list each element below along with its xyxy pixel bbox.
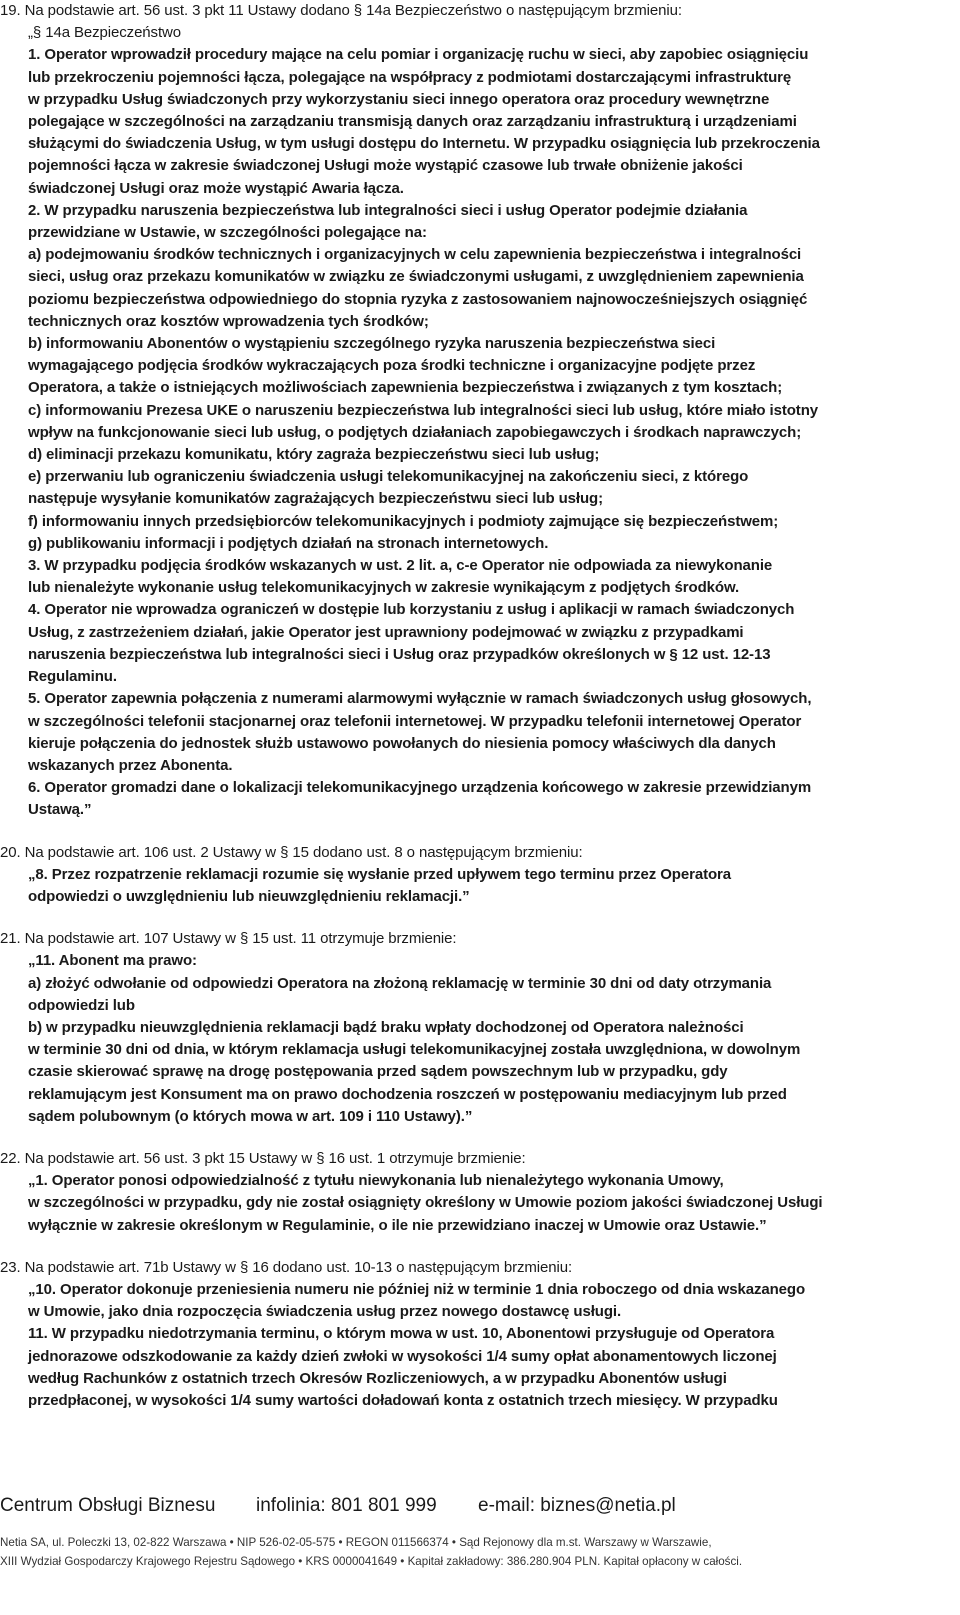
text-line: 5. Operator zapewnia połączenia z numerami alarmowymi wyłącznie w ramach świadczonych usług głosowych,: [28, 690, 812, 708]
text-line: 6. Operator gromadzi dane o lokalizacji telekomunikacyjnego urządzenia końcowego w zakresie przewidzianym: [28, 779, 812, 797]
section-heading: 19. Na podstawie art. 56 ust. 3 pkt 11 Ustawy dodano § 14a Bezpieczeństwo o następującym brzmieniu:: [0, 2, 682, 19]
text-line: pojemności łącza w zakresie świadczonej Usługi może wystąpić czasowe lub trwałe obniżenie jakości: [28, 157, 743, 175]
section-heading: 22. Na podstawie art. 56 ust. 3 pkt 15 Ustawy w § 16 ust. 1 otrzymuje brzmienie:: [0, 1149, 526, 1167]
text-line: b) w przypadku nieuwzględnienia reklamacji bądź braku wpłaty dochodzonej od Operatora należności: [28, 1018, 744, 1036]
text-line: a) złożyć odwołanie od odpowiedzi Operatora na złożoną reklamację w terminie 30 dni od daty otrzymania: [28, 974, 772, 992]
text-line: Operatora, a także o istniejących możliwościach zapewnienia bezpieczeństwa i związanych z tym kosztach;: [28, 379, 783, 397]
text-line: poziomu bezpieczeństwa odpowiedniego do stopnia ryzyka z zastosowaniem najnowocześniejszych osiągnięć: [28, 290, 808, 308]
text-line: g) publikowaniu informacji i podjętych działań na stronach internetowych.: [28, 534, 549, 552]
text-line: wpływ na funkcjonowanie sieci lub usług, o podjętych działaniach zapobiegawczych i środkach naprawczych;: [28, 423, 802, 441]
footer-legal-line: XIII Wydział Gospodarczy Krajowego Rejestru Sądowego • KRS 0000041649 • Kapitał zakładowy: 386.280.904 PLN. Kapitał opłacony w całości.: [0, 1555, 743, 1568]
text-line: wskazanych przez Abonenta.: [28, 756, 233, 774]
text-line: kieruje połączenia do jednostek służb ustawowo powołanych do niesienia pomocy właściwych dla danych: [28, 734, 776, 752]
page-footer: [0, 1493, 940, 1571]
text-line: jednorazowe odszkodowanie za każdy dzień zwłoki w wysokości 1/4 sumy opłat abonamentowych liczonej: [28, 1347, 777, 1365]
text-line: a) podejmowaniu środków technicznych i organizacyjnych w celu zapewnienia bezpieczeństwa i integralności: [28, 246, 802, 264]
text-line: Regulaminu.: [28, 668, 117, 686]
text-line: naruszenia bezpieczeństwa lub integralności sieci i Usług oraz przypadków określonych w § 12 ust. 12-13: [28, 645, 771, 663]
footer-legal-line: Netia SA, ul. Poleczki 13, 02-822 Warszawa • NIP 526-02-05-575 • REGON 011566374 • Sąd Rejonowy dla m.st. Warszawy w Warszawie,: [0, 1536, 712, 1549]
text-line: „§ 14a Bezpieczeństwo: [28, 24, 181, 42]
text-line: c) informowaniu Prezesa UKE o naruszeniu bezpieczeństwa lub integralności sieci lub usług, które miało istotny: [28, 401, 818, 419]
text-line: lub nienależyte wykonanie usług telekomunikacyjnych w zakresie wynikającym z podjętych środków.: [28, 579, 740, 597]
text-line: przewidziane w Ustawie, w szczególności polegające na:: [28, 224, 427, 242]
text-line: „11. Abonent ma prawo:: [28, 952, 197, 970]
text-line: 11. W przypadku niedotrzymania terminu, o którym mowa w ust. 10, Abonentowi przysługuje od Operatora: [28, 1325, 775, 1343]
text-line: w terminie 30 dni od dnia, w którym reklamacja usługi telekomunikacyjnej została uwzględniona, w dowolnym: [28, 1041, 801, 1059]
text-line: w Umowie, jako dnia rozpoczęcia świadczenia usług przez nowego dostawcę usługi.: [28, 1303, 622, 1321]
text-line: reklamującym jest Konsument ma on prawo dochodzenia roszczeń w postępowaniu mediacyjnym lub przed: [28, 1085, 787, 1103]
text-line: następuje wysyłanie komunikatów zagrażających bezpieczeństwu sieci lub usług;: [28, 490, 603, 508]
text-line: służącymi do świadczenia Usług, w tym usługi dostępu do Internetu. W przypadku osiągnięcia lub przekroczenia: [28, 135, 820, 153]
text-line: czasie skierować sprawę na drogę postępowania przed sądem powszechnym lub w przypadku, gdy: [28, 1063, 728, 1081]
text-line: w szczególności telefonii stacjonarnej oraz telefonii internetowej. W przypadku telefonii internetowej Operator: [28, 712, 802, 730]
text-line: polegające w szczególności na zarządzaniu transmisją danych oraz zarządzaniu infrastrukturą i urządzeniami: [28, 113, 797, 131]
text-line: w szczególności w przypadku, gdy nie został osiągnięty określony w Umowie poziom jakości świadczonej Usługi: [28, 1194, 823, 1212]
text-line: f) informowaniu innych przedsiębiorców telekomunikacyjnych i podmioty zajmujące się bezpieczeństwem;: [28, 512, 779, 530]
text-line: „1. Operator ponosi odpowiedzialność z tytułu niewykonania lub nienależytego wykonania Umowy,: [28, 1172, 724, 1190]
text-line: odpowiedzi o uwzględnieniu lub nieuwzględnieniu reklamacji.”: [28, 887, 470, 905]
text-line: odpowiedzi lub: [28, 996, 135, 1014]
article-section: [0, 928, 930, 1128]
text-line: według Rachunków z ostatnich trzech Okresów Rozliczeniowych, a w przypadku Abonentów usługi: [28, 1369, 727, 1387]
footer-email: e-mail: biznes@netia.pl: [478, 1495, 676, 1516]
footer-legal-info: [0, 1533, 940, 1571]
section-heading: 20. Na podstawie art. 106 ust. 2 Ustawy w § 15 dodano ust. 8 o następującym brzmieniu:: [0, 843, 583, 861]
text-line: 3. W przypadku podjęcia środków wskazanych w ust. 2 lit. a, c-e Operator nie odpowiada za niewykonanie: [28, 557, 773, 575]
text-line: 2. W przypadku naruszenia bezpieczeństwa lub integralności sieci i usług Operator podejmie działania: [28, 201, 748, 219]
text-line: świadczonej Usługi oraz może wystąpić Awaria łącza.: [28, 179, 404, 197]
text-line: wymagającego podjęcia środków wykraczających poza środki techniczne i organizacyjne podjęte przez: [28, 357, 756, 375]
text-line: Ustawą.”: [28, 801, 92, 819]
text-line: w przypadku Usług świadczonych przy wykorzystaniu sieci innego operatora oraz procedury wewnętrzne: [28, 90, 770, 108]
text-line: sądem polubownym (o których mowa w art. 109 i 110 Ustawy).”: [28, 1107, 473, 1125]
text-line: przedpłaconej, w wysokości 1/4 sumy wartości doładowań konta z ostatnich trzech miesięcy. W przypadku: [28, 1391, 778, 1409]
footer-hotline: infolinia: 801 801 999: [256, 1495, 437, 1516]
article-section: [0, 1148, 930, 1237]
section-heading: 23. Na podstawie art. 71b Ustawy w § 16 dodano ust. 10-13 o następującym brzmieniu:: [0, 1258, 573, 1276]
text-line: 4. Operator nie wprowadza ograniczeń w dostępie lub korzystaniu z usług i aplikacji w ramach świadczonych: [28, 601, 795, 619]
section-heading: 21. Na podstawie art. 107 Ustawy w § 15 ust. 11 otrzymuje brzmienie:: [0, 930, 457, 948]
text-line: sieci, usług oraz przekazu komunikatów w związku ze świadczonymi usługami, z uwzględnieniem zapewnienia: [28, 268, 804, 286]
text-line: „8. Przez rozpatrzenie reklamacji rozumie się wysłanie przed upływem tego terminu przez Operatora: [28, 865, 732, 883]
text-line: technicznych oraz kosztów wprowadzenia tych środków;: [28, 312, 429, 330]
text-line: lub przekroczeniu pojemności łącza, polegające na współpracy z podmiotami dostarczającymi infrastrukturę: [28, 68, 792, 86]
text-line: e) przerwaniu lub ograniczeniu świadczenia usługi telekomunikacyjnej na zakończeniu sieci, z którego: [28, 468, 749, 486]
text-line: d) eliminacji przekazu komunikatu, który zagraża bezpieczeństwu sieci lub usług;: [28, 446, 600, 464]
text-line: Usług, z zastrzeżeniem działań, jakie Operator jest uprawniony podejmować w związku z przypadkami: [28, 623, 744, 641]
text-line: 1. Operator wprowadził procedury mające na celu pomiar i organizację ruchu w sieci, aby zapobiec osiągnięciu: [28, 46, 809, 64]
article-section: [0, 842, 930, 909]
article-section: [0, 1257, 930, 1412]
footer-contact-line: [0, 1493, 940, 1519]
article-section: [0, 0, 930, 822]
text-line: b) informowaniu Abonentów o wystąpieniu szczególnego ryzyka naruszenia bezpieczeństwa sieci: [28, 335, 716, 353]
text-line: wyłącznie w zakresie określonym w Regulaminie, o ile nie przewidziano inaczej w Umowie oraz Ustawie.”: [28, 1216, 767, 1234]
text-line: „10. Operator dokonuje przeniesienia numeru nie później niż w terminie 1 dnia roboczego od dnia wskazanego: [28, 1280, 806, 1298]
footer-company-name: Centrum Obsługi Biznesu: [0, 1495, 216, 1516]
